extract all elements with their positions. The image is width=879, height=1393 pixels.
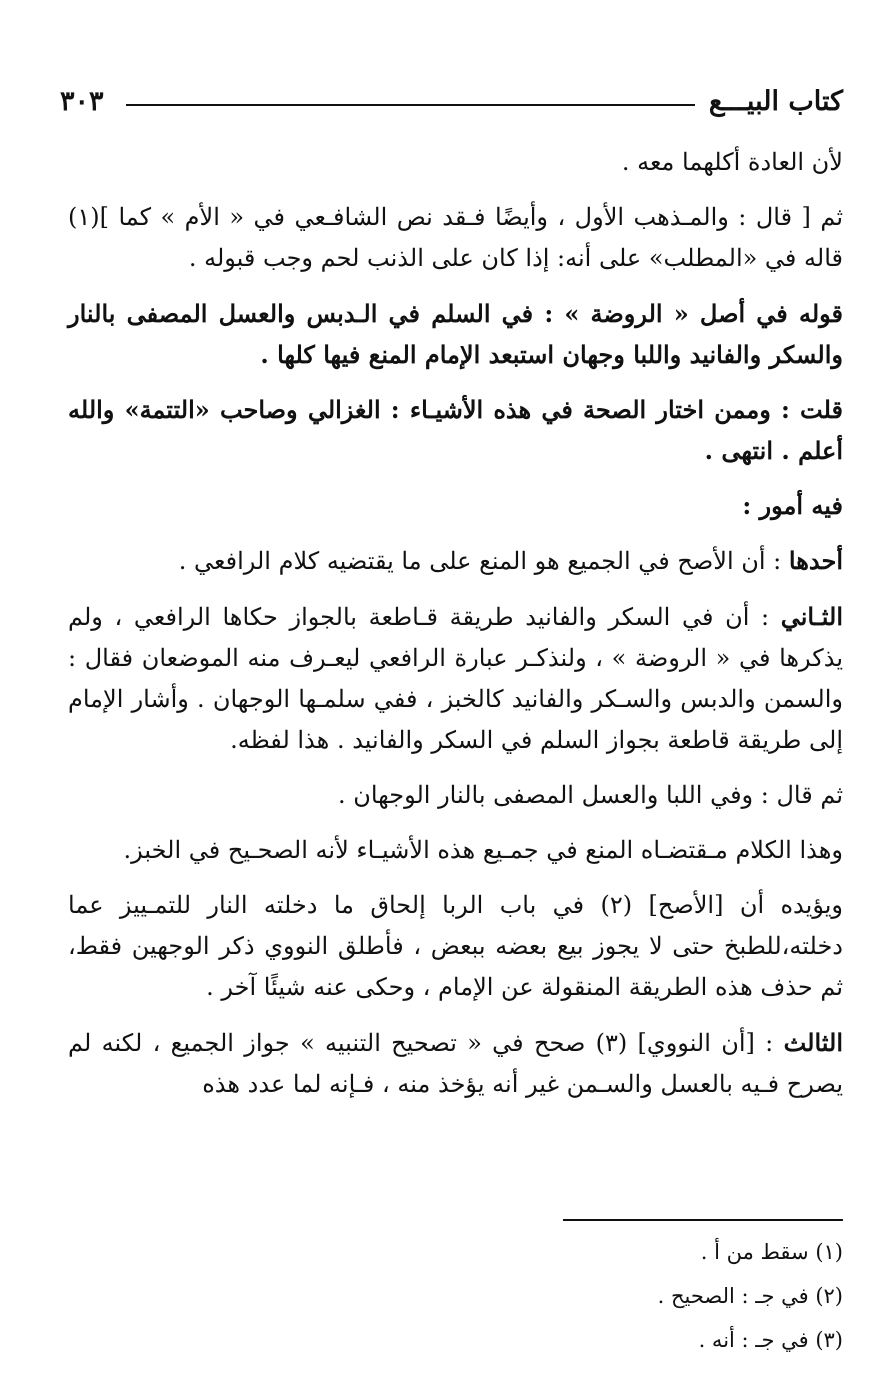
paragraph: لأن العادة أكلهما معه . — [621, 148, 843, 176]
paragraph: أحدها : أن الأصح في الجميع هو المنع على ما يقتضيه كلام الرافعي . — [178, 546, 843, 575]
page-number: ٣٠٣ — [60, 85, 104, 117]
header-rule — [126, 104, 695, 106]
paragraph: الثـاني : أن في السكر والفانيد طريقة قـاطعة بالجواز حكاها الرافعي ، ولم يذكرها في « الروضة » ، ولنذكـر عبارة الرافعي ليعـرف منه الموضعان فقال : والسمن والدبس والسـكر والفانيد كالخبز ، ففي سلمـها الوجهان . وأشار الإمام إلى طريقة قاطعة بجواز السلم في السكر والفانيد . هذا لفظه. — [68, 602, 843, 754]
running-header — [60, 78, 843, 124]
paragraph: ثم [ قال : والمـذهب الأول ، وأيضًا فـقد نص الشافـعي في « الأم » كما ](١) قاله في «المطلب» على أنه: إذا كان على الذنب لحم وجب قبوله . — [68, 203, 843, 272]
paragraph: ويؤيده أن [الأصح] (٢) في باب الربا إلحاق ما دخلته النار للتمـييز عما دخلته،للطبخ حتى لا يجوز بيع بعضه ببعض ، فأطلق النووي ذكر الوجهين فقط، ثم حذف هذه الطريقة المنقولة عن الإمام ، وحكى عنه شيئًا آخر . — [68, 891, 843, 1001]
point-label: أحدها — [788, 546, 843, 575]
point-label: الثـاني — [780, 602, 843, 631]
footnote: (١) سقط من أ . — [700, 1240, 843, 1264]
footnotes — [400, 1234, 843, 1366]
chapter-title: كتاب البيـــع — [708, 85, 843, 117]
paragraph: الثالث : [أن النووي] (٣) صحح في « تصحيح التنبيه » جواز الجميع ، لكنه لم يصرح فـيه بالعسل والسـمن غير أنه يؤخذ منه ، فـإنه لما عدد هذه — [68, 1028, 843, 1098]
paragraph-quote: قلت : وممن اختار الصحة في هذه الأشيـاء : الغزالي وصاحب «التتمة» والله أعلم . انتهى . — [68, 395, 843, 465]
paragraph: وهذا الكلام مـقتضـاه المنع في جمـيع هذه الأشيـاء لأنه الصحـيح في الخبز. — [123, 836, 843, 864]
footnote-separator — [563, 1219, 843, 1221]
footnote: (٢) في جـ : الصحيح . — [657, 1284, 843, 1308]
main-text — [68, 142, 843, 1119]
paragraph: ثم قال : وفي اللبا والعسل المصفى بالنار الوجهان . — [337, 781, 843, 809]
footnote: (٣) في جـ : أنه . — [698, 1328, 843, 1352]
paragraph-quote: قوله في أصل « الروضة » : في السلم في الـدبس والعسل المصفى بالنار والسكر والفانيد واللبا وجهان استبعد الإمام المنع فيها كلها . — [68, 299, 843, 369]
paragraph-heading: فيه أمور : — [742, 491, 843, 520]
point-label: الثالث — [783, 1028, 843, 1057]
